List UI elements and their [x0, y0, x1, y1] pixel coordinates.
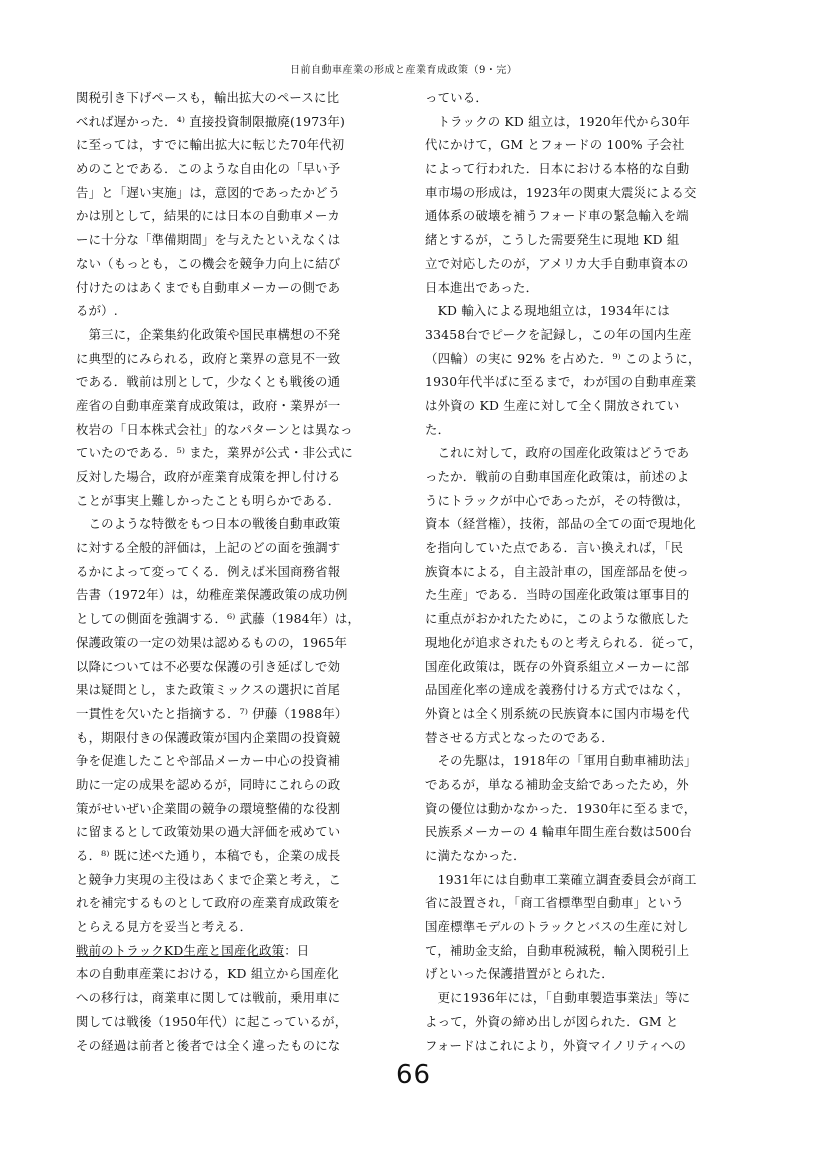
text-line: よって，外資の締め出しが図られた．GM と — [425, 1013, 679, 1029]
text-line: フォードはこれにより，外資マイノリティへの — [425, 1037, 687, 1053]
left-column-after-heading — [76, 962, 392, 1057]
text-line: かは別として，結果的には日本の自動車メーカ — [76, 208, 340, 224]
text-line: に至っては，すでに輸出拡大に転じた70年代初 — [76, 137, 345, 153]
text-line: 民族系メーカーの 4 輪車年間生産台数は500台 — [425, 824, 692, 840]
text-line: 以降については不必要な保護の引き延ばしで効 — [76, 658, 341, 674]
text-line: その経過は前者と後者では全く違ったものにな — [76, 1037, 341, 1053]
text-line: その先駆は，1918年の「軍用自動車補助法」 — [425, 753, 697, 769]
text-line: を指向していた点である．言い換えれば，「民 — [425, 540, 684, 556]
section-heading-colon: ： — [284, 942, 297, 958]
left-column-paragraphs — [76, 86, 392, 939]
right-column — [425, 86, 741, 1057]
section-heading: 戦前のトラックKD生産と国産化政策 — [76, 942, 285, 958]
text-line: 緒とするが，こうした需要発生に現地 KD 組 — [425, 232, 680, 248]
text-line: によって行われた．日本における本格的な自動 — [425, 161, 690, 177]
running-header: 日前自動車産業の形成と産業育成政策（9・完） — [290, 65, 518, 76]
text-line: 争を促進したことや部品メーカー中心の投資補 — [76, 753, 341, 769]
section-heading-line — [76, 939, 392, 963]
text-line: る．⁸⁾ 既に述べた通り，本稿でも，企業の成長 — [76, 848, 341, 863]
text-line: 保護政策の一定の効果は認めるものの，1965年 — [76, 634, 348, 650]
text-line: も，期限付きの保護政策が国内企業間の投資競 — [76, 729, 341, 745]
text-line: るが）. — [76, 303, 118, 319]
text-line: に留まるとして政策効果の過大評価を戒めてい — [76, 824, 341, 840]
text-line: るかによって変ってくる．例えば米国商務省報 — [76, 563, 341, 579]
text-line: に典型的にみられる，政府と業界の意見不一致 — [76, 350, 341, 366]
text-line: KD 輸入による現地組立は，1934年には — [425, 303, 670, 319]
text-line: 第三に，企業集約化政策や国民車構想の不発 — [76, 326, 341, 342]
text-line: 日本進出であった． — [425, 279, 539, 295]
text-line: 車市場の形成は，1923年の関東大震災による交 — [425, 184, 697, 200]
text-line: っている． — [425, 90, 488, 105]
text-line: と競争力実現の主役はあくまで企業と考え，こ — [76, 871, 342, 887]
text-line: 通体系の破壊を補うフォード車の緊急輸入を端 — [425, 208, 689, 224]
text-line: に重点がおかれたために，このような徹底した — [425, 611, 690, 627]
text-line: 代にかけて，GM とフォードの 100% 子会社 — [425, 137, 685, 153]
text-line: への移行は，商業車に関しては戦前，乗用車に — [76, 990, 341, 1006]
text-line: れを補完するものとして政府の産業育成政策を — [76, 895, 341, 911]
text-line: ていたのである．⁵⁾ また，業界が公式・非公式に — [76, 445, 353, 461]
right-column-paragraphs — [425, 86, 741, 1057]
text-line: 外資とは全く別系統の民族資本に国内市場を代 — [425, 705, 690, 721]
text-line: うにトラックが中心であったが，その特徴は， — [425, 492, 690, 508]
text-line: 現地化が追求されたものと考えられる．従って， — [425, 634, 702, 650]
text-line: 族資本による，自主設計車の，国産部品を使っ — [425, 563, 689, 579]
text-line: 替させる方式となったのである． — [425, 729, 614, 745]
text-line: た． — [425, 421, 451, 437]
text-line: 国産標準モデルのトラックとバスの生産に対し — [425, 919, 689, 935]
section-heading-tail: 日 — [296, 942, 310, 958]
text-line: 助に一定の成果を認めるが，同時にこれらの政 — [76, 776, 341, 792]
text-line: ことが事実上難しかったことも明らかである． — [76, 492, 341, 508]
text-line: 策がせいぜい企業間の競争の環境整備的な役割 — [76, 800, 341, 816]
text-line: 資の優位は動かなかった．1930年に至るまで， — [425, 800, 697, 816]
text-line: 枚岩の「日本株式会社」的なパターンとは異なっ — [76, 421, 353, 437]
text-line: ったか．戦前の自動車国産化政策は，前述のよ — [425, 469, 690, 484]
text-line: これに対して，政府の国産化政策はどうであ — [425, 445, 690, 461]
text-line: て，補助金支給，自動車税減税，輸入関税引上 — [425, 942, 690, 958]
text-line: 告」と「遅い実施」は，意図的であったかどう — [76, 184, 341, 200]
text-line: べれば遅かった．⁴⁾ 直接投資制限撤廃(1973年) — [76, 113, 345, 129]
text-line: 1930年代半ばに至るまで，わが国の自動車産業 — [425, 374, 697, 390]
left-column — [76, 86, 392, 1057]
text-line: 産省の自動車産業育成政策は，政府・業界が一 — [76, 397, 341, 413]
text-line: 更に1936年には，「自動車製造事業法」等に — [425, 990, 691, 1006]
text-line: 付けたのはあくまでも自動車メーカーの側であ — [76, 279, 341, 295]
text-line: であるが，単なる補助金支給であったため，外 — [425, 776, 689, 792]
text-line: 省に設置され，「商工省標準型自動車」という — [425, 895, 684, 911]
text-line: ーに十分な「準備期間」を与えたといえなくは — [76, 232, 341, 248]
text-line: げといった保護措置がとられた． — [425, 966, 614, 982]
text-line: 果は疑問とし，また政策ミックスの選択に首尾 — [76, 682, 341, 698]
text-line: は外資の KD 生産に対して全く開放されてい — [425, 397, 680, 413]
text-line: 反対した場合，政府が産業育成策を押し付ける — [76, 469, 341, 484]
text-line: としての側面を強調する．⁶⁾ 武藤（1984年）は， — [76, 611, 361, 627]
text-line: である．戦前は別として，少なくとも戦後の通 — [76, 374, 341, 390]
text-line: た生産」である．当時の国産化政策は軍事目的 — [425, 587, 690, 603]
text-line: トラックの KD 組立は，1920年代から30年 — [425, 113, 690, 129]
page-number: 66 — [395, 1060, 432, 1090]
text-line: 立で対応したのが，アメリカ大手自動車資本の — [425, 255, 689, 271]
text-line: ない（もっとも，この機会を競争力向上に結び — [76, 255, 341, 271]
text-line: 1931年には自動車工業確立調査委員会が商工 — [425, 871, 697, 887]
text-line: に対する全般的評価は，上記のどの面を強調す — [76, 540, 341, 556]
text-line: とらえる見方を妥当と考える． — [76, 919, 253, 935]
text-line: このような特徴をもつ日本の戦後自動車政策 — [76, 516, 341, 532]
text-line: 品国産化率の達成を義務付ける方式ではなく， — [425, 682, 690, 698]
text-line: （四輪）の実に 92% を占めた．⁹⁾ このように， — [425, 350, 701, 366]
text-line: めのことである．このような自由化の「早い予 — [76, 161, 341, 177]
text-line: 国産化政策は，既存の外資系組立メーカーに部 — [425, 658, 690, 674]
text-line: 33458台でピークを記録し，この年の国内生産 — [425, 326, 692, 342]
text-line: に満たなかった． — [425, 848, 526, 863]
text-line: 関税引き下げペースも，輸出拡大のペースに比 — [76, 90, 340, 105]
text-line: 一貫性を欠いたと指摘する．⁷⁾ 伊藤（1988年） — [76, 705, 348, 721]
text-line: 資本（経営権），技術，部品の全ての面で現地化 — [425, 516, 696, 532]
text-line: 関しては戦後（1950年代）に起こっているが， — [76, 1013, 348, 1029]
text-line: 本の自動車産業における，KD 組立から国産化 — [76, 966, 339, 982]
text-line: 告書（1972年）は，幼稚産業保護政策の成功例 — [76, 587, 348, 603]
